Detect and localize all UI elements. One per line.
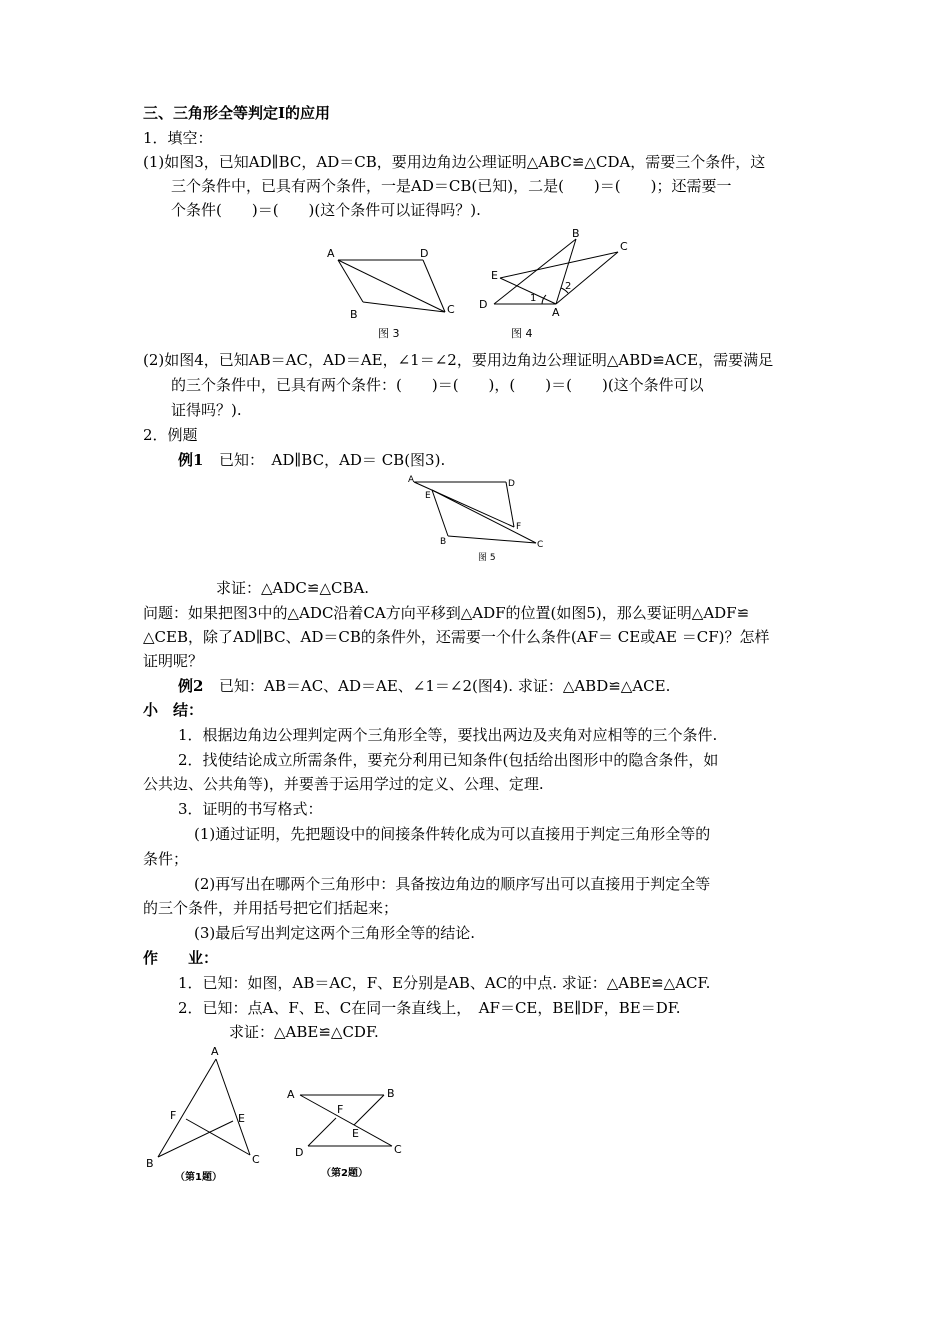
fill-q2-line-2: 的三个条件中，已具有两个条件：( )＝( )，( )＝( )(这个条件可以 [171, 376, 704, 394]
example-1-text: 已知： AD∥BC，AD＝ CB(图3). [219, 451, 446, 469]
hw1-label-e: E [238, 1112, 245, 1125]
figure-4-diagram [476, 228, 636, 346]
fig5-label-d: D [508, 479, 515, 489]
hw2-label-a: A [287, 1088, 295, 1101]
fig4-label-e: E [491, 269, 498, 282]
fill-q2-line-1: (2)如图4，已知AB＝AC，AD＝AE，∠1＝∠2，要用边角边公理证明△ABD≌ACE，需要满足 [143, 351, 774, 369]
homework-figure-2 [284, 1082, 414, 1182]
summary-line-3: 公共边、公共角等)，并要善于运用学过的定义、公理、定理. [143, 775, 544, 793]
fig4-label-a: A [552, 306, 560, 319]
fig4-label-angle-1: 1 [530, 293, 537, 304]
homework-figure-1 [140, 1043, 270, 1188]
fig3-side-cb [363, 302, 445, 312]
hw2-segment-be [354, 1095, 384, 1125]
homework-heading: 作 业： [143, 949, 219, 967]
fill-q2-line-3: 证得吗？). [171, 401, 242, 419]
hw2-caption: （第2题） [321, 1168, 368, 1179]
fig4-segment-ce [500, 252, 618, 278]
hw1-side-ac [216, 1059, 250, 1155]
fig5-label-b: B [440, 537, 447, 547]
summary-line-9: (3)最后写出判定这两个三角形全等的结论. [194, 924, 476, 942]
fig4-segment-ea [500, 278, 556, 304]
fig3-label-a: A [327, 247, 335, 260]
hw1-label-b: B [146, 1157, 154, 1170]
homework-figure-2-diagram [284, 1082, 414, 1182]
question-line-2: △CEB，除了AD∥BC、AD＝CB的条件外，还需要一个什么条件(AF＝ CE或AE ＝CF)？怎样 [143, 628, 770, 646]
summary-line-8: 的三个条件，并用括号把它们括起来； [143, 899, 399, 917]
fig4-label-angle-2: 2 [565, 281, 572, 292]
hw2-label-e: E [352, 1127, 359, 1140]
hw1-label-a: A [211, 1045, 219, 1058]
examples-heading: 2．例题 [143, 426, 198, 444]
fig3-side-dc [423, 260, 445, 312]
fig4-label-c: C [620, 240, 628, 253]
summary-line-7: (2)再写出在哪两个三角形中：具备按边角边的顺序写出可以直接用于判定全等 [194, 875, 711, 893]
hw1-caption: （第1题） [175, 1172, 222, 1183]
fig4-label-d: D [479, 298, 488, 311]
fig4-caption: 图 4 [511, 327, 533, 340]
summary-line-2: 2．找使结论成立所需条件，要充分利用已知条件(包括给出图形中的隐含条件，如 [178, 751, 719, 769]
section-title: 三、三角形全等判定Ⅰ的应用 [143, 104, 331, 122]
fill-q1-line-3: 个条件( )＝( )(这个条件可以证得吗？). [171, 201, 481, 219]
hw1-side-ab [158, 1059, 216, 1157]
example-1-prove: 求证：△ADC≌△CBA. [216, 579, 370, 597]
hw2-label-b: B [387, 1087, 395, 1100]
hw2-diagonal-ac [300, 1095, 392, 1146]
fig4-segment-ba [556, 239, 576, 304]
homework-line-2: 2．已知：点A、F、E、C在同一条直线上， AF＝CE，BE∥DF，BE＝DF. [178, 999, 681, 1017]
hw2-label-d: D [295, 1146, 304, 1159]
example-1-label: 例1 [178, 451, 204, 469]
question-line-1: 问题：如果把图3中的△ADC沿着CA方向平移到△ADF的位置(如图5)，那么要证明△ADF≌ [143, 604, 750, 622]
summary-line-4: 3．证明的书写格式： [178, 800, 323, 818]
fig4-label-b: B [572, 227, 580, 240]
figure-5-diagram [400, 473, 550, 565]
figure-5 [400, 473, 550, 565]
fill-heading: 1．填空： [143, 129, 213, 147]
summary-line-1: 1．根据边角边公理判定两个三角形全等，要找出两边及夹角对应相等的三个条件. [178, 726, 718, 744]
summary-heading: 小 结： [143, 701, 204, 719]
fig3-label-b: B [350, 308, 358, 321]
figure-3 [318, 240, 468, 346]
fig5-label-f: F [516, 522, 522, 532]
fig5-label-a: A [408, 475, 415, 485]
fig5-label-c: C [537, 540, 544, 550]
fig3-caption: 图 3 [378, 327, 400, 340]
hw2-segment-df [308, 1118, 336, 1146]
homework-figure-1-diagram [140, 1043, 270, 1188]
hw1-label-f: F [170, 1109, 177, 1122]
example-2-label: 例2 [178, 677, 204, 695]
hw2-label-c: C [394, 1143, 402, 1156]
fig5-caption: 图 5 [478, 553, 496, 563]
summary-line-6: 条件； [143, 850, 189, 868]
fig5-side-bc [448, 536, 536, 543]
homework-line-3: 求证：△ABE≌△CDF. [229, 1023, 379, 1041]
fig5-label-e: E [425, 491, 431, 501]
fill-q1-line-2: 三个条件中，已具有两个条件，一是AD＝CB(已知)，二是( )＝( )；还需要一 [171, 177, 732, 195]
fig3-label-d: D [420, 247, 429, 260]
fig3-label-c: C [447, 303, 455, 316]
fig5-side-af [414, 482, 514, 527]
figure-3-diagram [318, 240, 468, 346]
fig4-segment-ac [556, 252, 618, 304]
question-line-3: 证明呢？ [143, 652, 204, 670]
example-2-text: 已知：AB＝AC、AD＝AE、∠1＝∠2(图4). 求证：△ABD≌△ACE. [219, 677, 671, 695]
hw1-label-c: C [252, 1153, 260, 1166]
figure-4 [476, 228, 636, 346]
fill-q1-line-1: (1)如图3，已知AD∥BC，AD＝CB，要用边角边公理证明△ABC≌△CDA，需要三个条件，这 [143, 153, 766, 171]
homework-line-1: 1．已知：如图，AB＝AC，F、E分别是AB、AC的中点. 求证：△ABE≌△ACF. [178, 974, 711, 992]
summary-line-5: (1)通过证明，先把题设中的间接条件转化成为可以直接用于判定三角形全等的 [194, 825, 711, 843]
hw2-label-f: F [337, 1103, 344, 1116]
